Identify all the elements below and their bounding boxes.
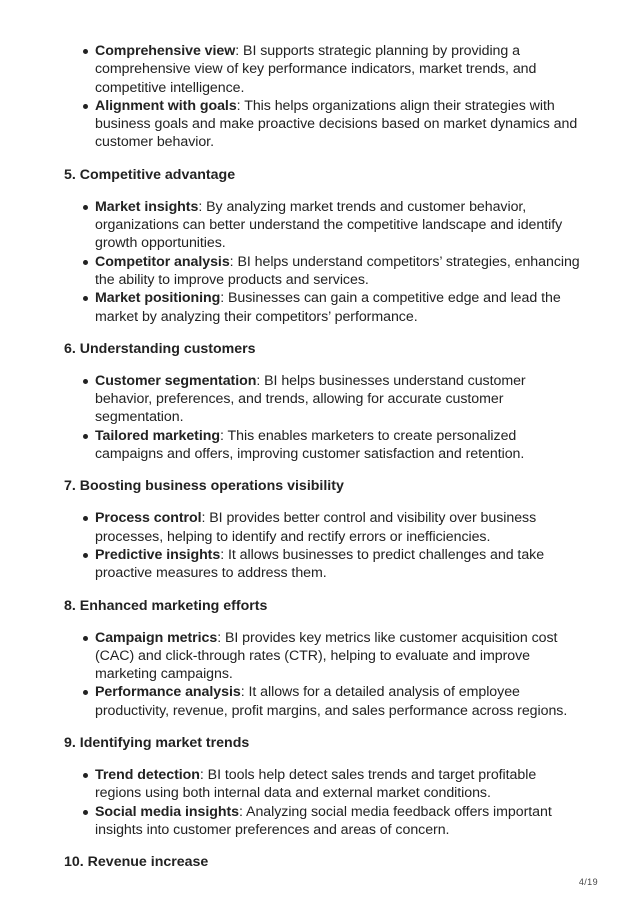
list-item-text: : BI supports strategic planning by providing a comprehensive view of key performance indicators, market trends, and competitive intelligence. bbox=[95, 43, 537, 96]
list-item bbox=[64, 42, 584, 97]
list-item bbox=[64, 427, 584, 464]
section-heading-revenue-increase: 10. Revenue increase bbox=[64, 854, 209, 871]
list-item-term: Tailored marketing bbox=[95, 427, 220, 444]
intro-bullet-list bbox=[64, 42, 584, 152]
list-item-term: Competitor analysis bbox=[95, 253, 230, 270]
section-bullet-list bbox=[64, 509, 584, 582]
list-item bbox=[64, 198, 584, 253]
list-item-term: Campaign metrics bbox=[95, 629, 218, 646]
list-item-text: : It allows businesses to predict challenges and take proactive measures to address them. bbox=[95, 546, 545, 582]
section-heading-understanding-customers: 6. Understanding customers bbox=[64, 340, 256, 357]
page-content bbox=[64, 42, 584, 871]
list-item-term: Alignment with goals bbox=[95, 97, 237, 114]
section-heading-competitive-advantage: 5. Competitive advantage bbox=[64, 166, 236, 183]
list-item-text: : BI helps understand competitors’ strategies, enhancing the ability to improve products and services. bbox=[95, 253, 580, 288]
list-item-text: : BI provides better control and visibility over business processes, helping to identify and rectify errors or inefficiencies. bbox=[95, 510, 537, 545]
list-item bbox=[64, 546, 584, 583]
list-item-term: Predictive insights bbox=[95, 546, 221, 563]
list-item bbox=[64, 97, 584, 152]
list-item-text: : BI tools help detect sales trends and target profitable regions using both internal data and external market conditions. bbox=[95, 767, 537, 802]
list-item bbox=[64, 289, 584, 326]
section-heading-operations-visibility: 7. Boosting business operations visibility bbox=[64, 478, 344, 495]
list-item bbox=[64, 803, 584, 840]
list-item bbox=[64, 509, 584, 546]
list-item-term: Process control bbox=[95, 510, 202, 527]
list-item-term: Market insights bbox=[95, 198, 199, 215]
list-item bbox=[64, 766, 584, 803]
list-item-term: Performance analysis bbox=[95, 684, 241, 701]
list-item-text: : Analyzing social media feedback offers important insights into customer preferences and areas of concern. bbox=[95, 803, 552, 838]
list-item-text: : BI helps businesses understand customer behavior, preferences, and trends, allowing for accurate customer segmentation. bbox=[95, 372, 526, 426]
list-item-term: Trend detection bbox=[95, 767, 200, 784]
list-item-term: Market positioning bbox=[95, 290, 221, 307]
list-item-text: : This enables marketers to create personalized campaigns and offers, improving customer satisfaction and retention. bbox=[95, 427, 525, 463]
section-heading-marketing-efforts: 8. Enhanced marketing efforts bbox=[64, 597, 268, 614]
list-item bbox=[64, 253, 584, 290]
list-item bbox=[64, 683, 584, 720]
list-item-text: : By analyzing market trends and customer behavior, organizations can better understand the competitive landscape and identify growth opportunities. bbox=[95, 198, 563, 252]
section-bullet-list bbox=[64, 766, 584, 839]
list-item-term: Comprehensive view bbox=[95, 43, 236, 59]
list-item bbox=[64, 629, 584, 684]
list-item-text: : Businesses can gain a competitive edge and lead the market by analyzing their competitors’ performance. bbox=[95, 290, 561, 325]
list-item-term: Customer segmentation bbox=[95, 372, 257, 389]
page-number: 4/19 bbox=[578, 877, 598, 887]
list-item-text: : It allows for a detailed analysis of employee productivity, revenue, profit margins, and sales performance across regions. bbox=[95, 684, 568, 719]
list-item-term: Social media insights bbox=[95, 803, 240, 820]
list-item-text: : BI provides key metrics like customer acquisition cost (CAC) and click-through rates (CTR), helping to evaluate and improve marketing campaigns. bbox=[95, 629, 558, 683]
section-bullet-list bbox=[64, 198, 584, 326]
section-bullet-list bbox=[64, 629, 584, 720]
section-bullet-list bbox=[64, 372, 584, 463]
list-item-text: : This helps organizations align their strategies with business goals and make proactive decisions based on market dynamics and customer behavior. bbox=[95, 97, 578, 151]
section-heading-market-trends: 9. Identifying market trends bbox=[64, 735, 250, 752]
list-item bbox=[64, 372, 584, 427]
